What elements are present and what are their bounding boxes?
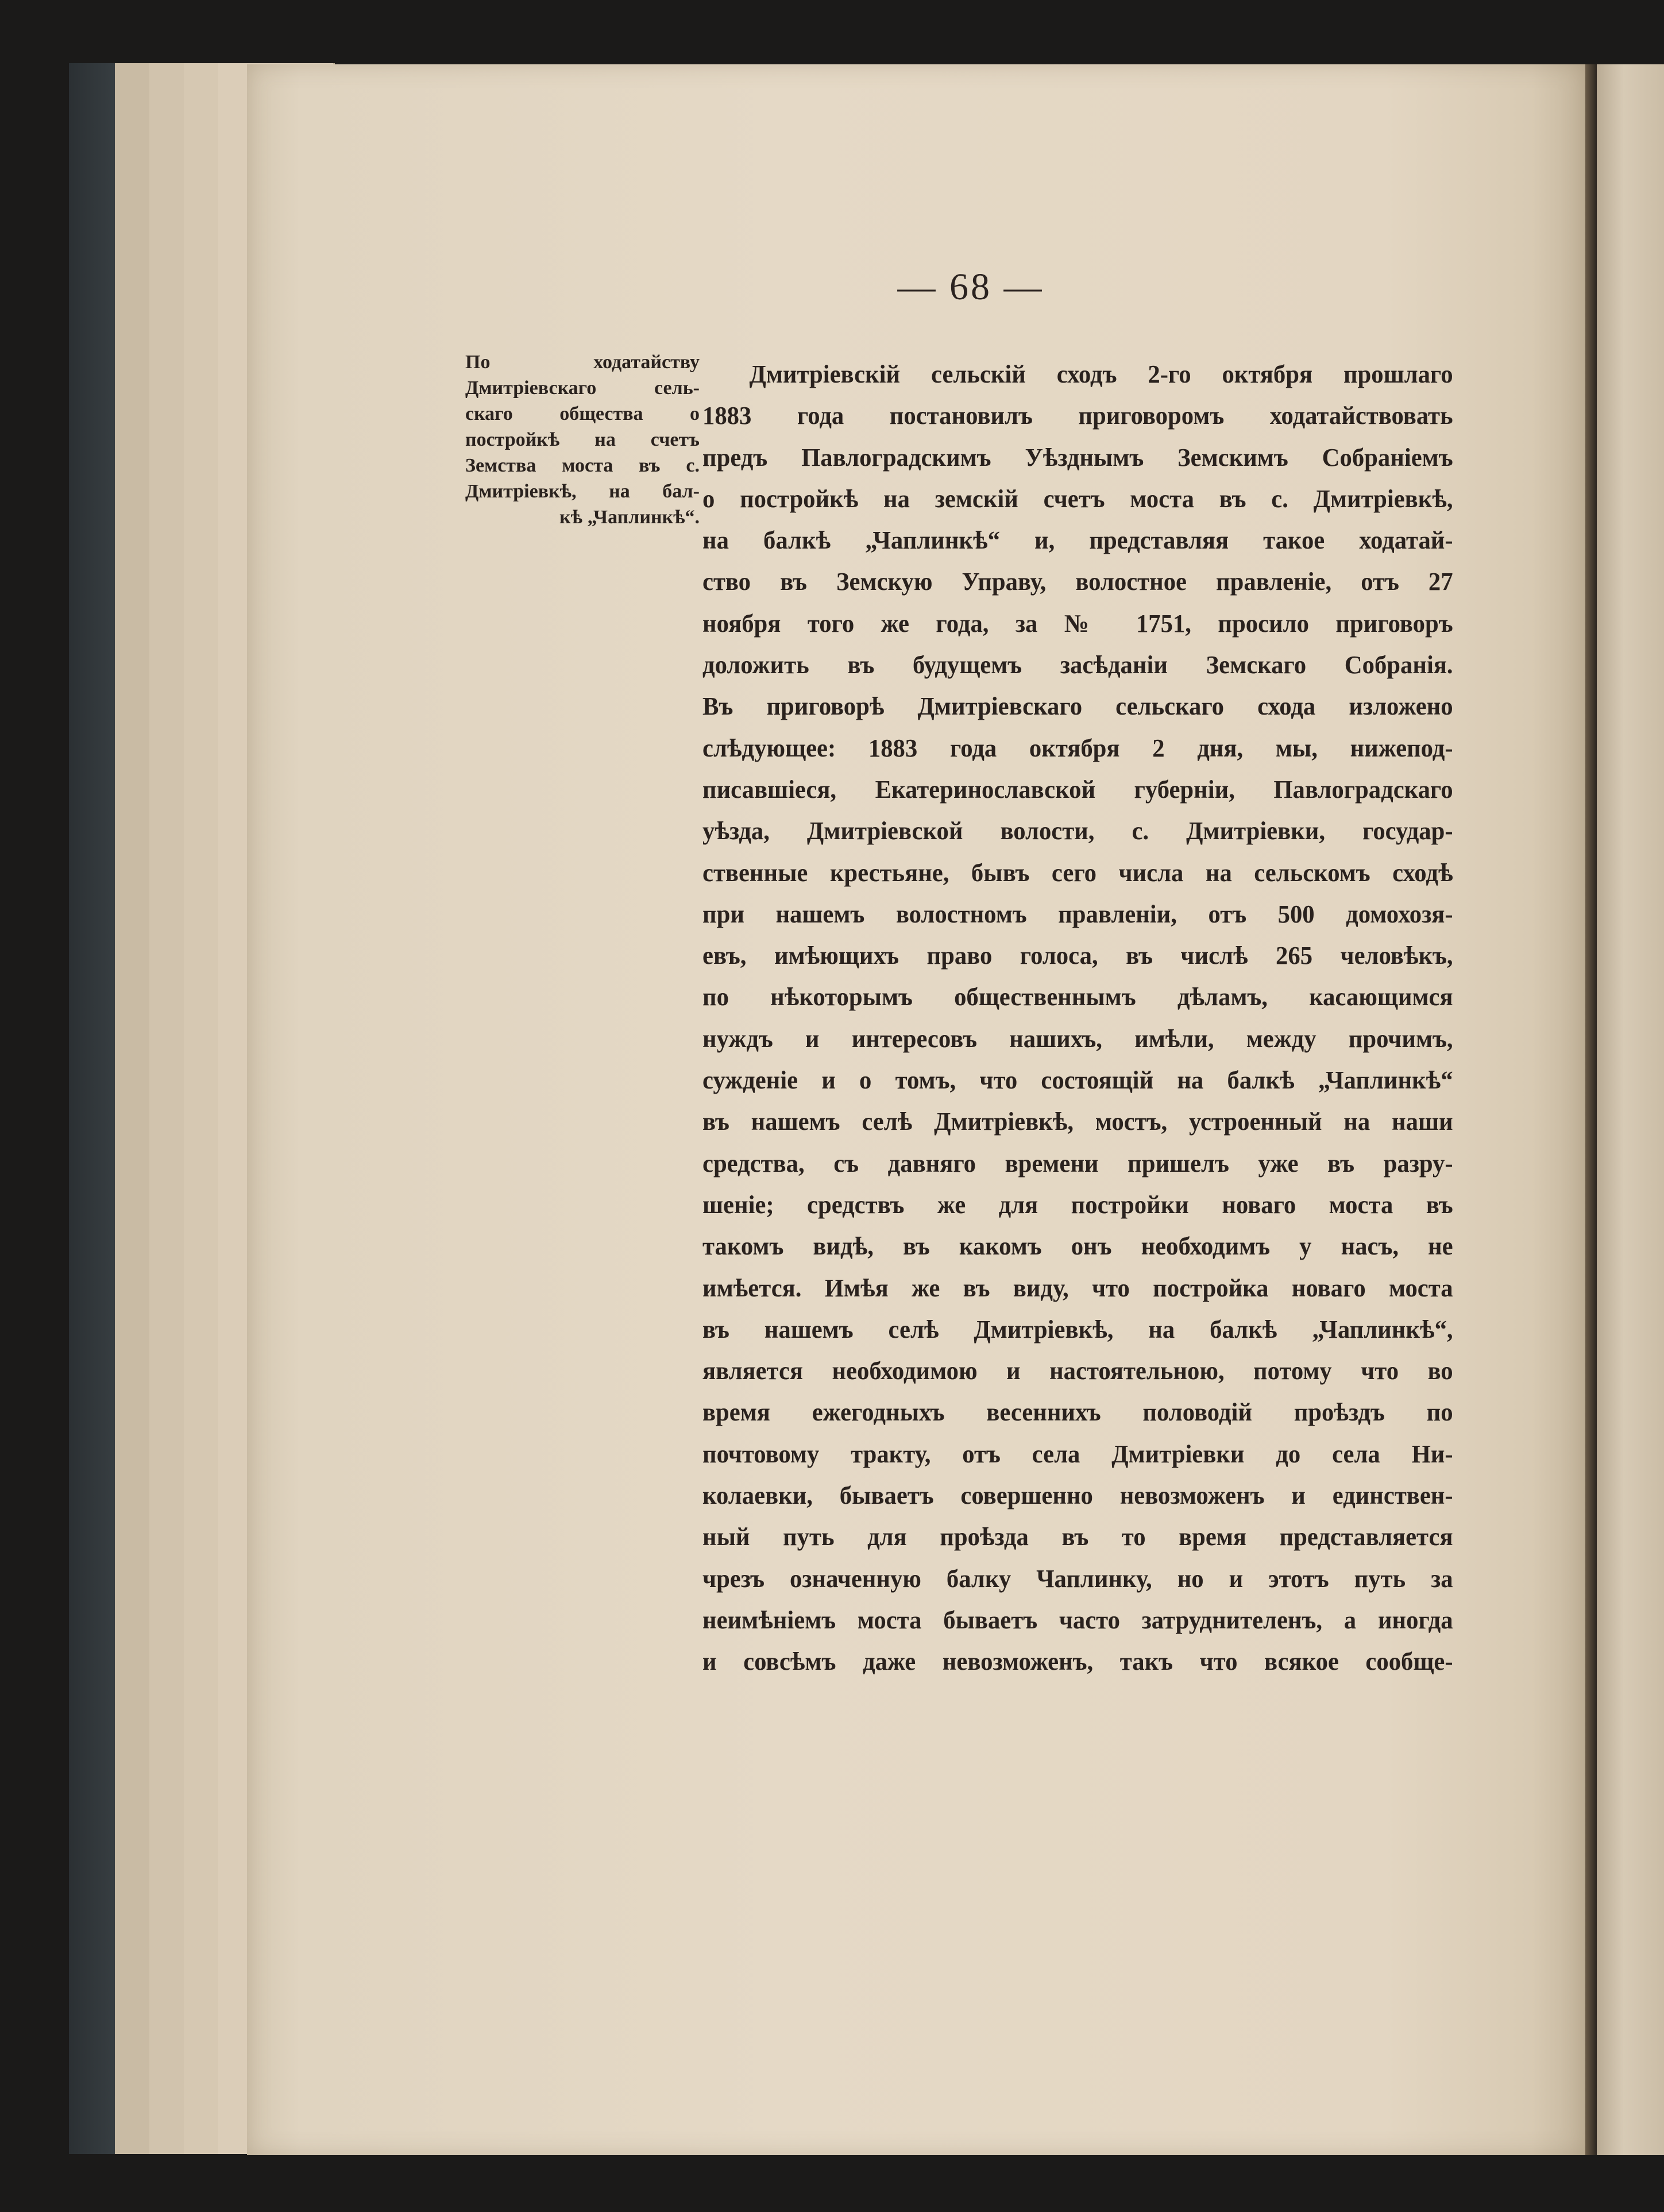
body-text-line: о постройкѣ на земскій счетъ моста въ с. Дмитріевкѣ, (702, 484, 1453, 513)
body-text-line: Дмитріевскій сельскій сходъ 2-го октября прошлаго (749, 360, 1453, 388)
body-text-line: нуждъ и интересовъ нашихъ, имѣли, между прочимъ, (702, 1024, 1453, 1053)
body-text-line: въ нашемъ селѣ Дмитріевкѣ, на балкѣ „Чаплинкѣ“, (702, 1315, 1453, 1344)
body-text-line: по нѣкоторымъ общественнымъ дѣламъ, касающимся (702, 983, 1453, 1012)
body-text-line: писавшіеся, Екатеринославской губерніи, Павлоградскаго (702, 775, 1453, 804)
facing-page-edge (1597, 64, 1664, 2155)
margin-note-line: Земства моста въ с. (465, 455, 700, 476)
page-number: — 68 — (897, 266, 1044, 308)
body-text-line: ноября того же года, за № 1751, просило приговоръ (702, 609, 1453, 638)
margin-note-line: скаго общества о (465, 403, 700, 424)
margin-note-line: По ходатайству (465, 352, 700, 373)
body-text-line: ный путь для проѣзда въ то время представляется (702, 1523, 1453, 1551)
body-text-line: и совсѣмъ даже невозможенъ, такъ что всякое сообще- (702, 1647, 1453, 1676)
body-text-line: средства, съ давняго времени пришелъ уже въ разру- (702, 1149, 1453, 1178)
body-text-line: Въ приговорѣ Дмитріевскаго сельскаго схода изложено (702, 692, 1453, 721)
body-text-line: 1883 года постановилъ приговоромъ ходатайствовать (702, 402, 1453, 430)
body-text-line: чрезъ означенную балку Чаплинку, но и этотъ путь за (702, 1564, 1453, 1593)
body-text-line: ственные крестьяне, бывъ сего числа на сельскомъ сходѣ (702, 858, 1453, 887)
body-text-line: уѣзда, Дмитріевской волости, с. Дмитріевки, государ- (702, 817, 1453, 846)
body-text-line: доложить въ будущемъ засѣданіи Земскаго Собранія. (702, 651, 1453, 680)
body-text-line: слѣдующее: 1883 года октября 2 дня, мы, нижепод- (702, 734, 1453, 762)
body-text-line: имѣется. Имѣя же въ виду, что постройка новаго моста (702, 1273, 1453, 1302)
body-text-line: такомъ видѣ, въ какомъ онъ необходимъ у насъ, не (702, 1232, 1453, 1261)
body-text-line: неимѣніемъ моста бываетъ часто затруднителенъ, а иногда (702, 1605, 1453, 1634)
body-text (702, 354, 1453, 1683)
margin-note-line: постройкѣ на счетъ (465, 429, 700, 450)
body-text-line: является необходимою и настоятельною, потому что во (702, 1357, 1453, 1385)
body-text-line: шеніе; средствъ же для постройки новаго моста въ (702, 1190, 1453, 1219)
body-text-line: сужденіе и о томъ, что состоящій на балкѣ „Чаплинкѣ“ (702, 1066, 1453, 1095)
margin-note-line: Дмитріевкѣ, на бал- (465, 481, 700, 502)
body-text-line: при нашемъ волостномъ правленіи, отъ 500 домохозя- (702, 900, 1453, 928)
margin-note (465, 349, 700, 530)
body-text-line: на балкѣ „Чаплинкѣ“ и, представляя такое ходатай- (702, 526, 1453, 555)
body-text-line: почтовому тракту, отъ села Дмитріевки до села Ни- (702, 1439, 1453, 1468)
body-text-line: предъ Павлоградскимъ Уѣзднымъ Земскимъ Собраніемъ (702, 443, 1453, 472)
body-text-line: евъ, имѣющихъ право голоса, въ числѣ 265 человѣкъ, (702, 941, 1453, 970)
body-text-line: время ежегодныхъ весеннихъ половодій проѣздъ по (702, 1398, 1453, 1427)
book-gutter (1585, 64, 1597, 2155)
margin-note-line: Дмитріевскаго сель- (465, 377, 700, 399)
margin-note-line: кѣ „Чаплинкѣ“. (559, 507, 700, 528)
body-text-line: ство въ Земскую Управу, волостное правленіе, отъ 27 (702, 568, 1453, 596)
body-text-line: въ нашемъ селѣ Дмитріевкѣ, мостъ, устроенный на наши (702, 1107, 1453, 1136)
body-text-line: колаевки, бываетъ совершенно невозможенъ и единствен- (702, 1481, 1453, 1510)
